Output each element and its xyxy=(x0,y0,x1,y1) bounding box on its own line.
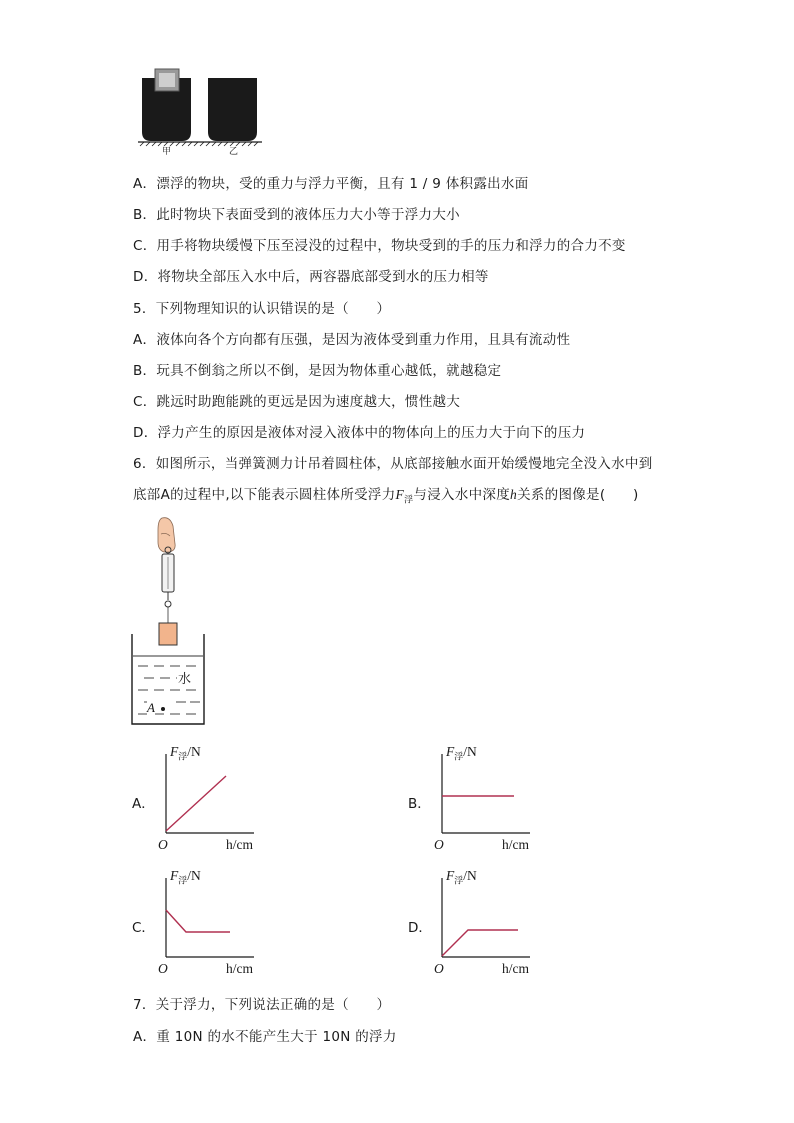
graph-d[interactable] xyxy=(406,864,556,982)
graph-d-origin: O xyxy=(434,961,444,976)
graph-c-origin: O xyxy=(158,961,168,976)
graph-a-ylabel: $F_浮/N$ xyxy=(170,744,201,762)
q6-stem-line2 xyxy=(133,483,639,506)
graph-b-option-label: B． xyxy=(408,796,431,812)
q4-option-c: C．用手将物块缓慢下压至浸没的过程中，物块受到的手的压力和浮力的合力不变 xyxy=(133,238,626,254)
graph-d-svg xyxy=(406,864,556,982)
graph-a-option-label: A． xyxy=(132,796,155,812)
label-yi: 乙 xyxy=(229,147,239,157)
graph-d-ylabel: $F_浮/N$ xyxy=(446,868,477,886)
q4-option-a: A．漂浮的物块，受的重力与浮力平衡，且有 1 / 9 体积露出水面 xyxy=(133,176,529,192)
graph-b[interactable] xyxy=(406,740,556,858)
containers-figure xyxy=(130,68,270,160)
q4-option-d: D．将物块全部压入水中后，两容器底部受到水的压力相等 xyxy=(133,269,489,285)
q5-option-a: A．液体向各个方向都有压强，是因为液体受到重力作用，且具有流动性 xyxy=(133,332,571,348)
apparatus-svg xyxy=(130,516,210,728)
graph-c-option-label: C． xyxy=(132,920,155,936)
point-a-label: A xyxy=(147,700,155,715)
q6-symbol-sub: 浮 xyxy=(404,495,414,506)
point-a-dot xyxy=(161,707,165,711)
water-label: 水 xyxy=(177,668,192,687)
graph-c-xlabel: h/cm xyxy=(226,961,253,976)
graph-c-ylabel: $F_浮/N$ xyxy=(170,868,201,886)
graph-a-curve xyxy=(166,776,226,831)
water-container xyxy=(132,634,204,724)
q6-stem-part-c: 关系的图像是( ) xyxy=(517,487,639,503)
label-jia: 甲 xyxy=(162,147,172,157)
spring-scale-apparatus xyxy=(130,516,210,728)
graph-b-ylabel: $F_浮/N$ xyxy=(446,744,477,762)
graph-a-origin: O xyxy=(158,837,168,852)
graph-d-curve xyxy=(442,930,518,956)
containers-svg xyxy=(130,68,270,160)
scale-hook xyxy=(165,601,171,607)
q6-stem-part-a: 底部A的过程中,以下能表示圆柱体所受浮力 xyxy=(133,487,396,503)
graph-b-xlabel: h/cm xyxy=(502,837,529,852)
q6-stem-part-b: 与浸入水中深度 xyxy=(413,487,510,503)
floating-block-highlight xyxy=(159,73,175,87)
q6-symbol-f: F xyxy=(395,487,405,502)
container-yi xyxy=(208,78,257,141)
q7-option-a: A．重 10N 的水不能产生大于 10N 的浮力 xyxy=(133,1029,397,1045)
q6-stem-line1: 6．如图所示，当弹簧测力计吊着圆柱体，从底部接触水面开始缓慢地完全没入水中到 xyxy=(133,456,653,472)
q5-option-c: C．跳远时助跑能跳的更远是因为速度越大，惯性越大 xyxy=(133,394,461,410)
graph-d-xlabel: h/cm xyxy=(502,961,529,976)
graph-c-curve xyxy=(166,910,230,932)
q5-option-d: D．浮力产生的原因是液体对浸入液体中的物体向上的压力大于向下的压力 xyxy=(133,425,586,441)
graph-d-option-label: D． xyxy=(408,920,432,936)
q7-stem: 7．关于浮力，下列说法正确的是（ ） xyxy=(133,997,391,1013)
q5-stem: 5．下列物理知识的认识错误的是（ ） xyxy=(133,301,391,317)
graph-a-xlabel: h/cm xyxy=(226,837,253,852)
graph-c[interactable] xyxy=(130,864,280,982)
graph-b-svg xyxy=(406,740,556,858)
cylinder-block xyxy=(159,623,177,645)
q5-option-b: B．玩具不倒翁之所以不倒，是因为物体重心越低，就越稳定 xyxy=(133,363,502,379)
graph-b-origin: O xyxy=(434,837,444,852)
graph-a[interactable] xyxy=(130,740,280,858)
graph-c-svg xyxy=(130,864,280,982)
graph-a-svg xyxy=(130,740,280,858)
ground-hatch xyxy=(140,142,258,146)
q6-symbol-h: h xyxy=(510,487,518,502)
q4-option-b: B．此时物块下表面受到的液体压力大小等于浮力大小 xyxy=(133,207,460,223)
